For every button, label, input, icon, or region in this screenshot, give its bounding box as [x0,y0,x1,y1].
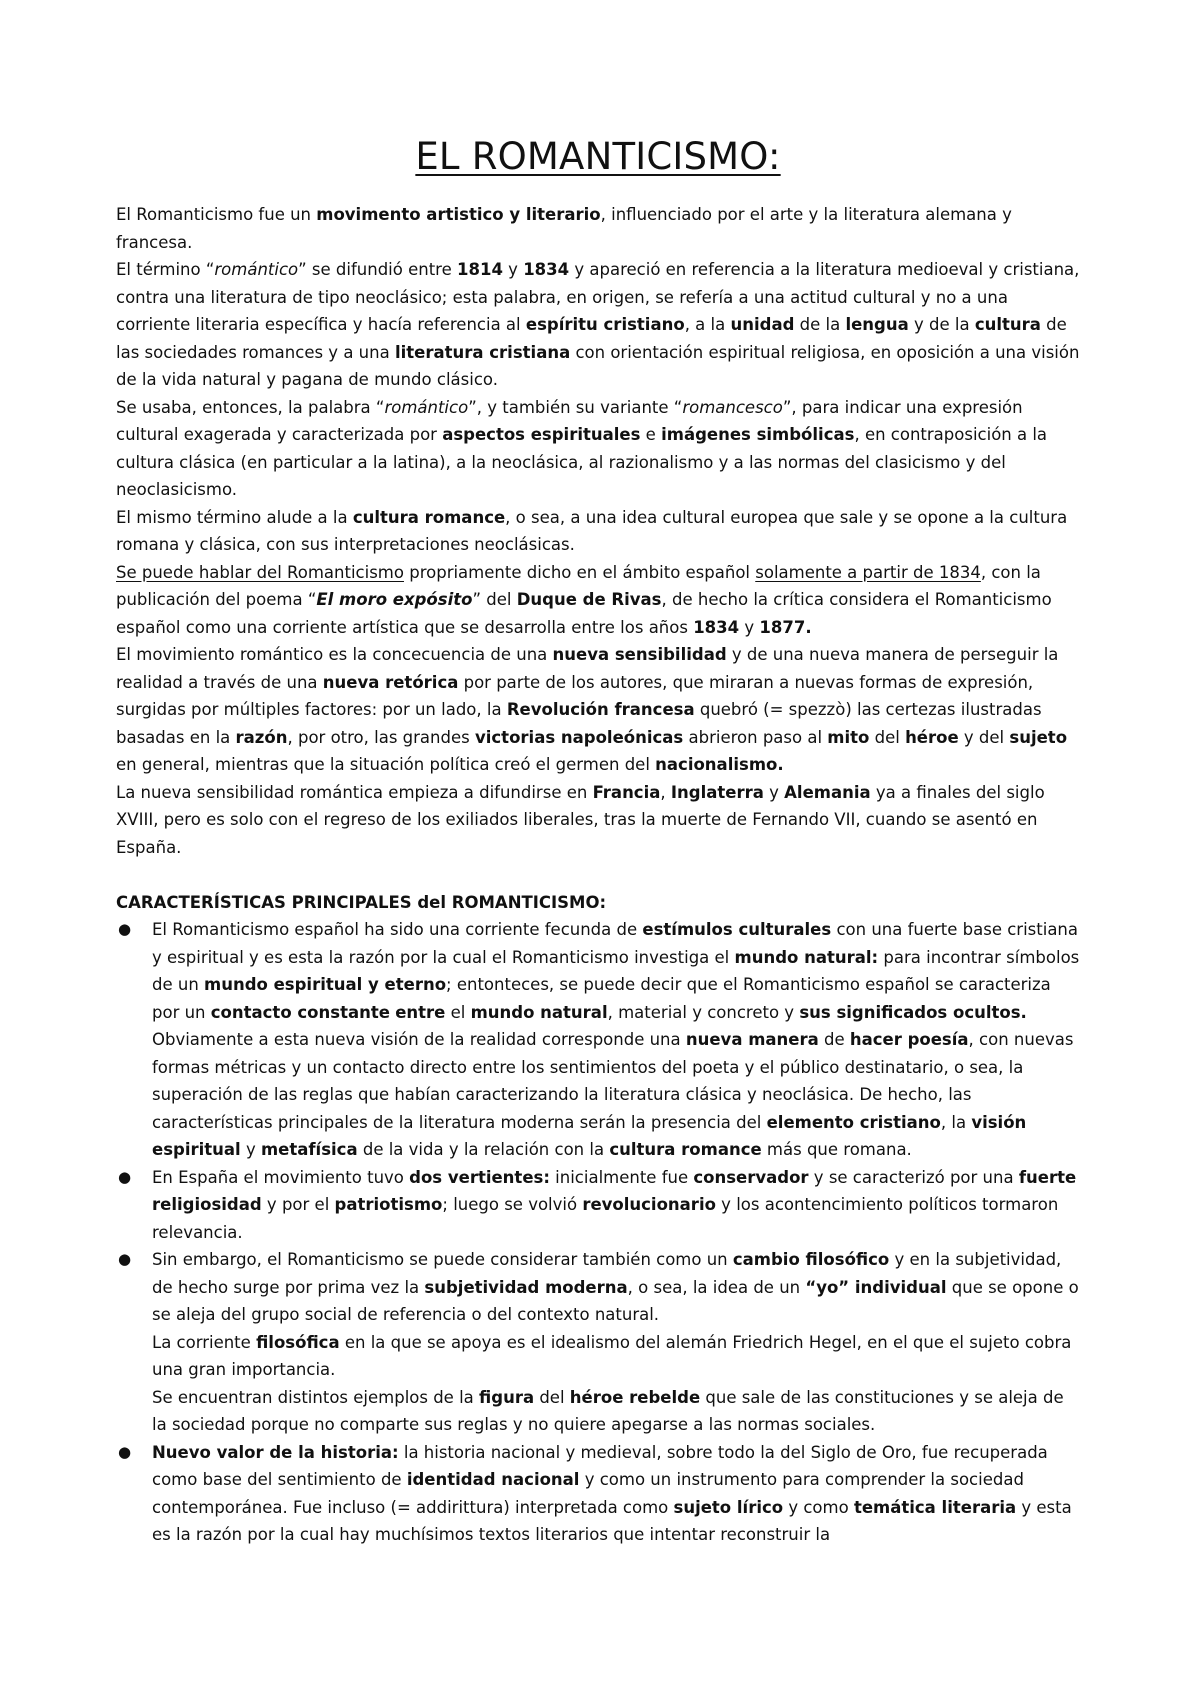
text-run: Alemania [784,782,871,802]
text-run: 1834 [523,260,570,279]
text-run: inicialmente fue [549,1167,694,1187]
bullet-dot-icon: ● [118,920,132,938]
text-run: del [869,727,906,747]
text-run: sujeto lírico [673,1497,784,1517]
text-run: dos vertientes: [409,1167,550,1187]
text-run: ; entonteces, se puede decir que el Romanticismo español se caracteriza por un [152,975,1051,1022]
text-run: , con la publicación del poema “ [116,562,1041,609]
text-run: elemento cristiano [766,1112,941,1132]
bullet-paragraph [152,1026,1080,1164]
text-run: abrieron paso al [683,727,828,747]
text-run: y los acontencimiento políticos tormaron relevancia. [152,1195,1059,1242]
text-run: mito [827,727,870,747]
body-paragraph [116,201,1080,256]
text-run: que sale de las constituciones y se aleja de la sociedad porque no comparte sus reglas y no quiere apegarse a las normas sociales. [152,1387,1064,1434]
text-run: mundo natural: [734,947,879,967]
text-run: Se puede hablar del Romanticismo [116,562,404,582]
text-run: y [502,260,524,279]
text-run: fuerte religiosidad [152,1167,1077,1214]
text-run: espíritu cristiano [525,315,685,334]
text-run: sujeto [1009,727,1068,747]
text-run: de la [794,315,846,334]
text-run: lengua [845,315,909,334]
text-run: , a la [684,315,731,334]
bullet-paragraph [152,1246,1080,1329]
text-run: y de una nueva manera de perseguir la realidad a través de una [116,645,1059,692]
text-run: nueva retórica [322,672,459,692]
text-run: mundo natural [470,1002,608,1022]
text-run: ”, para indicar una expresión cultural exagerada y caracterizada por [116,397,1023,444]
text-run: de las sociedades romances y a una [116,315,1067,362]
bullet-dot-icon: ● [118,1442,132,1461]
text-run: que se opone o se aleja del grupo social de referencia o del contexto natural. [152,1277,1079,1324]
text-run: el [445,1002,471,1022]
text-run: temática literaria [853,1497,1017,1517]
text-run: romántico [384,397,469,417]
text-run: El mismo término alude a la [116,507,353,527]
text-run: El Romanticismo español ha sido una corriente fecunda de [152,920,643,939]
text-run: ”, y también su variante “ [468,397,683,417]
text-run: por parte de los autores, que miraran a nuevas formas de expresión, surgidas por múltiples factores: por un lado, la [116,672,1034,719]
text-run: héroe [905,727,959,747]
text-run: la historia nacional y medieval, sobre todo la del Siglo de Oro, fue recuperada como base del sentimiento de [152,1442,1048,1489]
text-run: cultura romance [352,507,506,527]
text-run: aspectos espirituales [442,425,641,444]
bullet-paragraph [152,1164,1080,1247]
text-run: , [660,782,671,802]
text-run: quebró (= spezzò) las certezas ilustradas basadas en la [116,700,1042,747]
text-run: razón [235,727,288,747]
text-run: para incontrar símbolos de un [152,947,1080,994]
text-run: El movimiento romántico es la concecuencia de una [116,645,553,664]
bullet-dot-icon: ● [118,1250,132,1268]
text-run: unidad [730,315,795,334]
text-run: propriamente dicho en el ámbito español [403,562,756,582]
text-run: Obviamente a esta nueva visión de la realidad corresponde una [152,1030,686,1049]
text-run: El término “ [116,260,215,279]
text-run: nueva sensibilidad [552,645,727,664]
text-run: solamente a partir de 1834 [755,562,981,582]
text-run: , con nuevas formas métricas y un contacto directo entre los sentimientos del poeta y el público destinatario, o sea, la superación de las reglas que habían caracterizando la literatura clásica y neoclásica. De hecho, las características principales de la literatura moderna serán la presencia del [152,1030,1074,1132]
text-run: del [534,1387,570,1407]
text-run: subjetividad moderna [424,1277,628,1297]
body-paragraph [116,559,1080,642]
text-run: , material y concreto y [607,1002,800,1022]
section-heading: CARACTERÍSTICAS PRINCIPALES del ROMANTICISMO: [116,892,607,912]
text-run: Revolución francesa [506,700,695,719]
body-paragraph [116,394,1080,504]
text-run: 1877. [759,617,812,637]
text-run: 1814 [457,260,503,279]
text-run: de la vida y la relación con la [357,1140,610,1159]
text-run: nacionalismo. [655,755,784,774]
bullet-dot-icon: ● [118,1167,132,1186]
text-run: filosófica [256,1332,340,1352]
text-run: y se caracterizó por una [808,1167,1019,1187]
text-run: ; luego se volvió [442,1195,583,1214]
text-run: Francia [592,782,661,802]
text-run: estímulos culturales [642,920,832,939]
text-run: de [818,1030,850,1049]
text-run: La corriente [152,1332,257,1352]
text-run: , la [940,1112,972,1132]
text-run: revolucionario [582,1195,716,1214]
bullet-item [116,1246,1080,1439]
text-run: en general, mientras que la situación política creó el germen del [116,755,656,774]
text-run: conservador [693,1167,809,1187]
text-run: Nuevo valor de la historia: [152,1442,399,1462]
blank-line [116,861,1080,889]
text-run: , influenciado por el arte y la literatura alemana y francesa. [116,205,1012,252]
bullet-paragraph [152,1329,1080,1384]
bullet-paragraph [152,916,1080,1026]
bullet-item [116,1164,1080,1247]
text-run: y apareció en referencia a la literatura medioeval y cristiana, contra una literatura de tipo neoclásico; esta palabra, en origen, se refería a una actitud cultural y no a una corriente literaria específica y hacía referencia al [116,260,1080,334]
text-run: En España el movimiento tuvo [152,1167,410,1187]
text-run: nueva manera [685,1030,819,1049]
text-run: 1834 [693,617,740,637]
text-run: sus significados ocultos. [799,1002,1027,1022]
text-run: romántico [214,260,299,279]
text-run: literatura cristiana [394,342,571,362]
text-run: figura [479,1387,535,1407]
text-run: , o sea, la idea de un [627,1277,806,1297]
text-run: entre [395,1002,446,1022]
text-run: y [240,1140,261,1159]
document-body [116,201,1080,1549]
body-paragraph [116,504,1080,559]
characteristics-list [116,916,1080,1549]
text-run: cultura romance [609,1140,762,1159]
text-run: mundo espiritual y eterno [204,975,447,994]
document-content [116,135,1080,1549]
text-run: contacto constante [210,1002,390,1022]
bullet-paragraph [152,1439,1080,1549]
text-run: imágenes simbólicas [661,425,855,444]
body-paragraph [116,641,1080,779]
text-run: y del [958,727,1010,747]
text-run: visión espiritual [152,1112,1027,1159]
text-run: y como un instrumento para comprender la sociedad contemporánea. Fue incluso (= addirittura) interpretada como [152,1470,1024,1517]
text-run: El Romanticismo fue un [116,205,317,224]
bullet-item [116,916,1080,1164]
bullet-paragraph [152,1384,1080,1439]
text-run: y [739,617,760,637]
text-run: en la que se apoya es el idealismo del alemán Friedrich Hegel, en el que el sujeto cobra una gran importancia. [152,1332,1072,1379]
text-run: más que romana. [761,1140,912,1159]
text-run: Duque de Rivas [516,590,662,609]
text-run: y como [783,1497,854,1517]
text-run: y en la subjetividad, de hecho surge por prima vez la [152,1250,1062,1297]
document-title: EL ROMANTICISMO: [415,135,781,178]
text-run: con una fuerte base cristiana y espiritual y es esta la razón por la cual el Romanticismo investiga el [152,920,1079,967]
text-run: e [640,425,662,444]
text-run: , o sea, a una idea cultural europea que sale y se opone a la cultura romana y clásica, con sus interpretaciones neoclásicas. [116,507,1068,554]
text-run: y [763,782,785,802]
text-run: La nueva sensibilidad romántica empieza a difundirse en [116,782,593,802]
text-run: patriotismo [334,1195,443,1214]
text-run: victorias napoleónicas [474,727,684,747]
text-run: cultura [974,315,1041,334]
text-run: romancesco [682,397,783,417]
text-run: , en contraposición a la cultura clásica (en particular a la latina), a la neoclásica, al razionalismo y a las normas del clasicismo y del neoclasicismo. [116,425,1048,499]
text-run: ya a finales del siglo XVIII, pero es solo con el regreso de los exiliados liberales, tras la muerte de Fernando VII, cuando se asentó en España. [116,782,1045,857]
text-run: héroe rebelde [569,1387,701,1407]
text-run: Se usaba, entonces, la palabra “ [116,397,385,417]
text-run: “yo” individual [805,1277,947,1297]
text-run: cambio filosófico [732,1250,890,1269]
text-run: Sin embargo, el Romanticismo se puede considerar también como un [152,1250,733,1269]
text-run: y de la [908,315,975,334]
text-run: El moro expósito [316,590,473,609]
bullet-item [116,1439,1080,1549]
text-run: Se encuentran distintos ejemplos de la [152,1387,480,1407]
text-run: movimento artistico y literario [316,205,601,224]
text-run: , por otro, las grandes [287,727,475,747]
text-run: ” del [472,590,517,609]
text-run: Inglaterra [670,782,764,802]
text-run: con orientación espiritual religiosa, en oposición a una visión de la vida natural y pagana de mundo clásico. [116,342,1080,389]
text-run: y esta es la razón por la cual hay muchísimos textos literarios que intentar reconstruir la [152,1497,1072,1544]
intro-section [116,201,1080,861]
text-run: y por el [261,1195,335,1214]
body-paragraph [116,256,1080,394]
text-run: ” se difundió entre [298,260,457,279]
text-run: hacer poesía [849,1030,969,1049]
body-paragraph [116,779,1080,862]
text-run: metafísica [260,1140,358,1159]
text-run: identidad nacional [406,1470,580,1489]
text-run: , de hecho la crítica considera el Romanticismo español como una corriente artística que se desarrolla entre los años [116,590,1052,637]
